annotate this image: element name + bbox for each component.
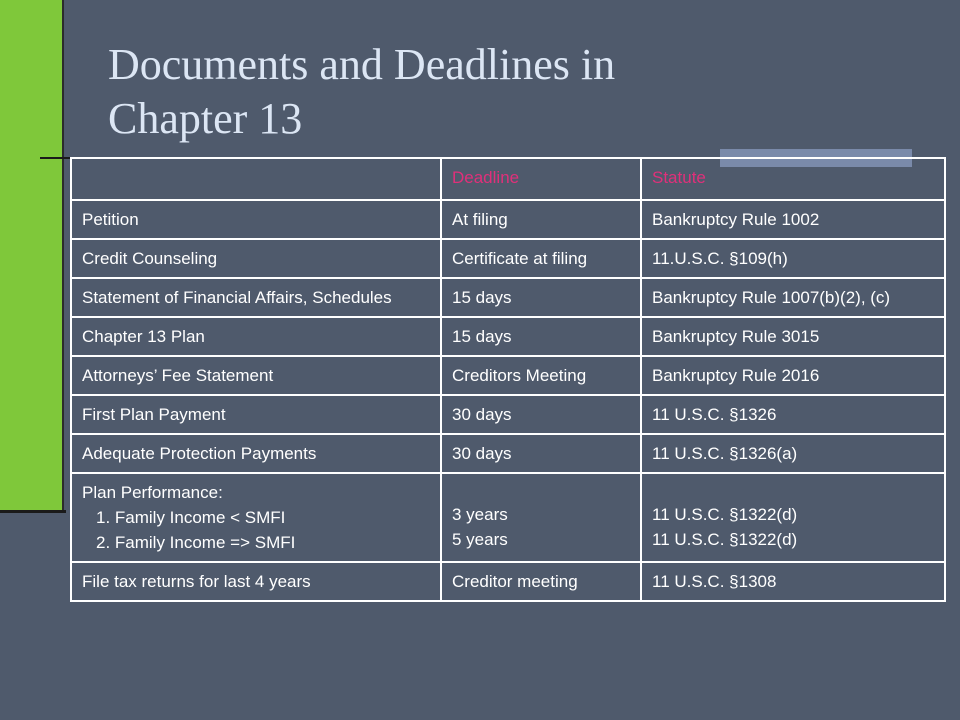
title-line-1: Documents and Deadlines in [108, 40, 616, 89]
cell-deadline: Certificate at filing [441, 239, 641, 278]
table-row [71, 434, 945, 473]
plan-performance-item-1: 1. Family Income < SMFI [96, 508, 286, 527]
plan-statute-2: 11 U.S.C. §1322(d) [652, 529, 798, 549]
plan-statute-1: 11 U.S.C. §1322(d) [652, 504, 798, 524]
cell-statute: 11 U.S.C. §1326 [641, 395, 945, 434]
plan-performance-label: Plan Performance: [82, 483, 223, 502]
header-cell-empty [71, 158, 441, 200]
cell-statute: Bankruptcy Rule 3015 [641, 317, 945, 356]
table-row [71, 395, 945, 434]
cell-statute: Bankruptcy Rule 1007(b)(2), (c) [641, 278, 945, 317]
cell-deadline: At filing [441, 200, 641, 239]
slide-title [108, 38, 928, 146]
deadlines-table [70, 157, 946, 602]
cell-deadline: Creditor meeting [441, 562, 641, 601]
table-row [71, 200, 945, 239]
cell-statute: 11 U.S.C. §1308 [641, 562, 945, 601]
cell-statute: 11.U.S.C. §109(h) [641, 239, 945, 278]
cell-deadline [441, 473, 641, 562]
table-row-plan-performance [71, 473, 945, 562]
cell-deadline: 30 days [441, 434, 641, 473]
cell-deadline: 15 days [441, 278, 641, 317]
cell-document: First Plan Payment [71, 395, 441, 434]
cell-document: Petition [71, 200, 441, 239]
cell-statute: 11 U.S.C. §1326(a) [641, 434, 945, 473]
table-row [71, 278, 945, 317]
green-side-bar [0, 0, 64, 512]
cell-document: Attorneys’ Fee Statement [71, 356, 441, 395]
cell-deadline: 15 days [441, 317, 641, 356]
cell-document: Statement of Financial Affairs, Schedules [71, 278, 441, 317]
cell-deadline: Creditors Meeting [441, 356, 641, 395]
cell-document: Adequate Protection Payments [71, 434, 441, 473]
cell-document [71, 473, 441, 562]
header-cell-statute: Statute [641, 158, 945, 200]
plan-performance-item-2: 2. Family Income => SMFI [96, 533, 296, 552]
header-cell-deadline: Deadline [441, 158, 641, 200]
table-row [71, 562, 945, 601]
plan-deadline-2: 5 years [452, 529, 508, 549]
table-row [71, 317, 945, 356]
decor-line-bottom [0, 510, 66, 513]
cell-statute: Bankruptcy Rule 1002 [641, 200, 945, 239]
plan-deadline-1: 3 years [452, 504, 508, 524]
table-header-row [71, 158, 945, 200]
cell-document: File tax returns for last 4 years [71, 562, 441, 601]
cell-document: Credit Counseling [71, 239, 441, 278]
cell-statute [641, 473, 945, 562]
cell-deadline: 30 days [441, 395, 641, 434]
cell-document: Chapter 13 Plan [71, 317, 441, 356]
table-row [71, 239, 945, 278]
table-row [71, 356, 945, 395]
title-line-2: Chapter 13 [108, 94, 303, 143]
decor-line-top [40, 157, 70, 159]
cell-statute: Bankruptcy Rule 2016 [641, 356, 945, 395]
